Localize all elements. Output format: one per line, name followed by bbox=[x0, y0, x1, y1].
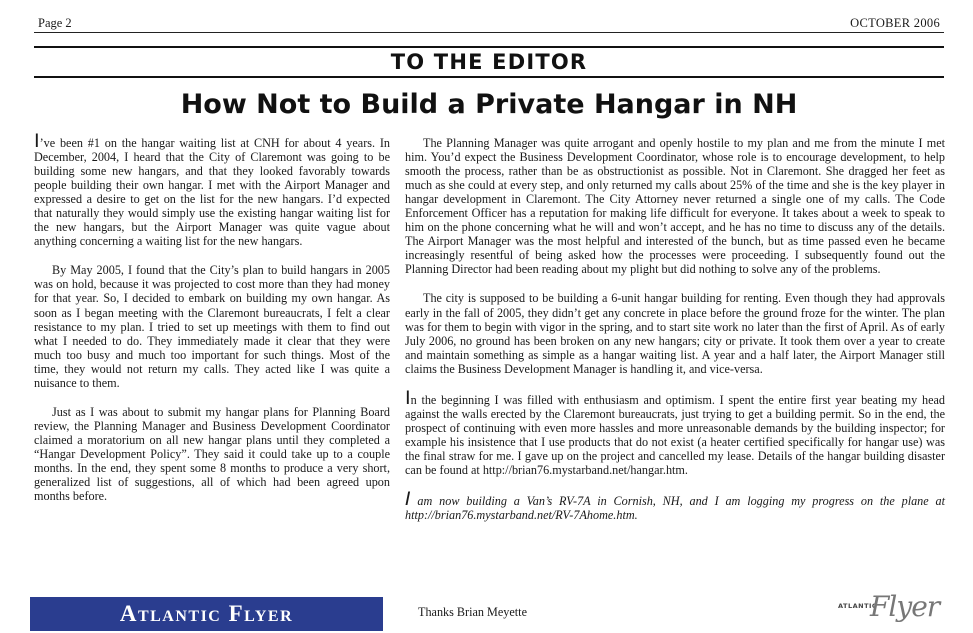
drop-cap: I bbox=[34, 130, 40, 152]
paragraph bbox=[34, 130, 390, 249]
section-banner bbox=[34, 46, 944, 78]
paragraph bbox=[405, 488, 945, 523]
paragraph-text: am now building a Van’s RV-7A in Cornish, NH, and I am logging my progress on the plane at http://brian76.mystarband.net/RV-7Ahome.htm. bbox=[405, 494, 945, 523]
page-header bbox=[34, 10, 944, 33]
logo-script-text: Flyer bbox=[870, 590, 940, 623]
article-headline: How Not to Build a Private Hangar in NH bbox=[180, 89, 798, 120]
flyer-logo bbox=[838, 590, 948, 630]
section-title: TO THE EDITOR bbox=[390, 50, 588, 74]
paragraph bbox=[405, 386, 945, 477]
paragraph: The Planning Manager was quite arrogant and openly hostile to my plan and me from the minute I met him. You’d expect the Business Development Coordinator, whose role is to encourage development, to help smooth the process, rather than be as obstructionist as possible. Not in Claremont. She dragged her feet as much as she could at every step, and only returned my calls about 25% of the time and she is the key player in hangar development in Claremont. The City Attorney never returned a single one of my calls. The Code Enforcement Officer has a reputation for making life difficult for everyone. It takes about a week to speak to him on the phone concerning what he will and won’t accept, and he has no time to discuss any of the details. The Airport Manager was the most helpful and interested of the bunch, but as time passed even he became increasingly resentful of being asked how the processes were proceeding. I subsequently found out the Planning Director had been reading about my plight but did nothing to solve any of the problems. bbox=[405, 136, 945, 277]
issue-date: OCTOBER 2006 bbox=[850, 16, 940, 30]
logo-small-text: ATLANTIC bbox=[838, 602, 878, 610]
drop-cap: I bbox=[405, 386, 411, 409]
paragraph-text: ’ve been #1 on the hangar waiting list at CNH for about 4 years. In December, 2004, I heard that the City of Claremont was going to be building some new hangars, and that they looked favorably towards people building their own hangar. I met with the Airport Manager and expressed a desire to get on the list for the new hangars. I’d expected that naturally they would simply use the existing hangar waiting list for the new hangars, but the Airport Manager was quite vague about anything concerning a waiting list for the new hangars. bbox=[34, 136, 390, 249]
paragraph: By May 2005, I found that the City’s plan to build hangars in 2005 was on hold, because it was projected to cost more than they had money for that year. So, I decided to embark on building my own hangar. As soon as I began meeting with the Claremont bureaucrats, I felt a clear resistance to my plan. I tried to set up meetings with them to find out what I needed to do. They immediately made it clear that they were much too busy and much too important for such things. Most of the time, they would not return my calls. They acted like I was quite a nuisance to them. bbox=[34, 263, 390, 390]
paragraph: The city is supposed to be building a 6-unit hangar building for renting. Even though they had approvals early in the fall of 2005, they didn’t get any concrete in place before the ground froze for the winter. The plan was for them to begin with vigor in the spring, and to start site work no later than the first of April. As of early July 2006, no ground has been broken on any new hangars; city or private. It took them over a year to create and maintain something as simple as a hangar waiting list. A year and a half later, the Airport Manager still claims the Business Development Manager is handling it, and vice-versa. bbox=[405, 291, 945, 376]
left-column bbox=[34, 130, 390, 518]
page-number: Page 2 bbox=[38, 16, 72, 30]
right-column bbox=[405, 136, 945, 537]
publication-masthead: Atlantic Flyer bbox=[30, 597, 383, 631]
paragraph-text: n the beginning I was filled with enthusiasm and optimism. I spent the entire first year beating my head against the walls erected by the Claremont bureaucrats, just trying to get a building permit. So in the end, the prospect of continuing with even more hassles and more unreasonable demands by the building inspector; for example his insistence that I use products that do not exist (a heater certified specifically for hangar use) was the final straw for me. I gave up on the project and cancelled my lease. Details of the hangar building disaster can be found at http://brian76.mystarband.net/hangar.htm. bbox=[405, 392, 945, 477]
signoff: Thanks Brian Meyette bbox=[418, 605, 527, 619]
paragraph: Just as I was about to submit my hangar plans for Planning Board review, the Planning Manager and Business Development Coordinator claimed a moratorium on all new hangar plans until they completed a “Hangar Development Policy”. They said it could take up to a couple months. In the end, they spent some 8 months to produce a very short, generalized list of suggestions, all of which had been agreed upon months before. bbox=[34, 404, 390, 504]
drop-cap: I bbox=[405, 488, 411, 511]
